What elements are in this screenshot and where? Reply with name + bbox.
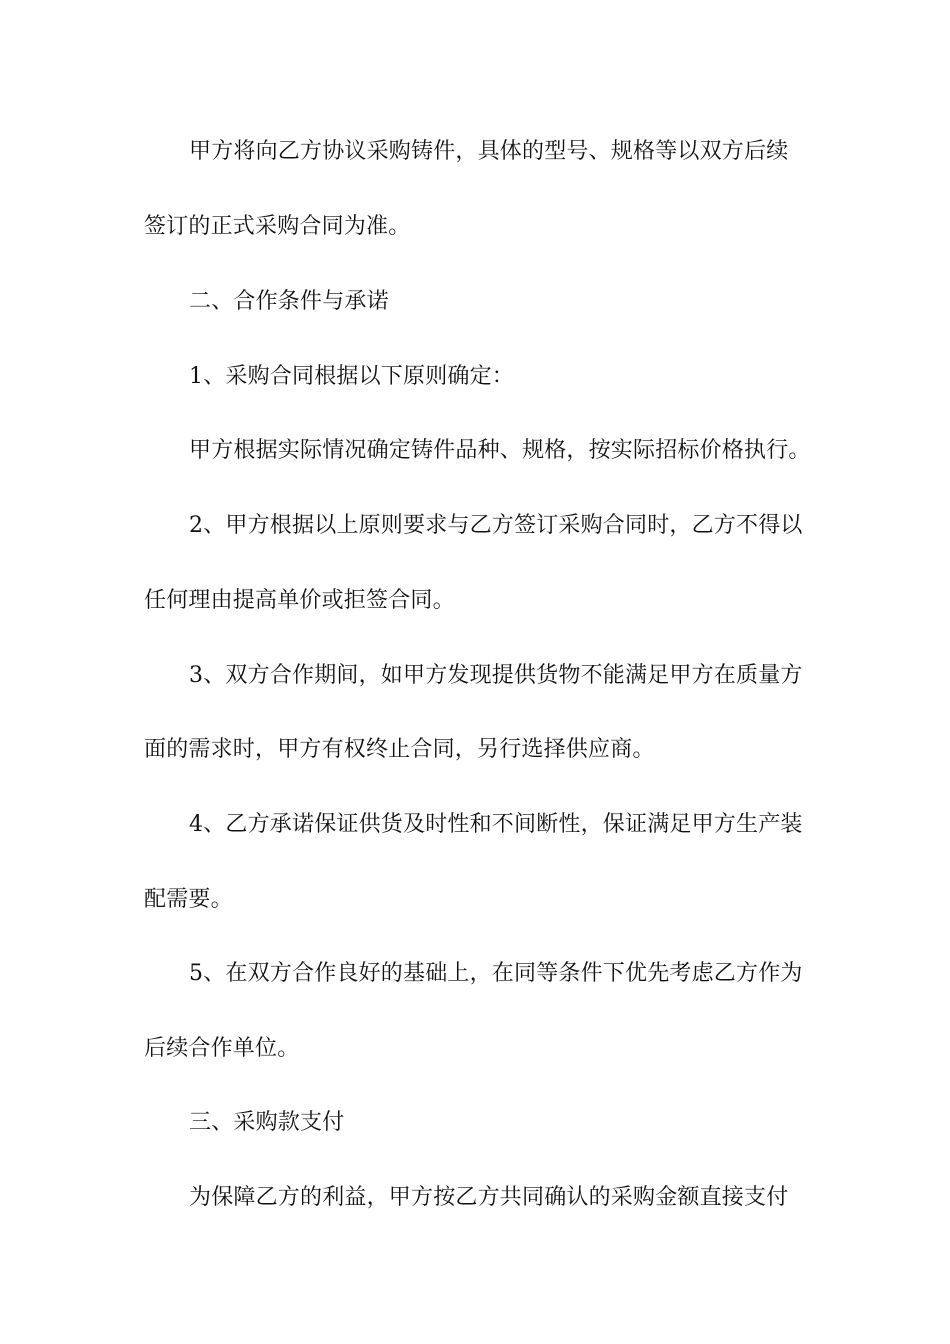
paragraph-line-2: 签订的正式采购合同为准。 (144, 214, 411, 239)
section-heading-2: 二、合作条件与承诺 (189, 289, 389, 314)
clause-4-line-2: 配需要。 (144, 887, 233, 912)
paragraph-line-1: 甲方将向乙方协议采购铸件，具体的型号、规格等以双方后续 (189, 139, 789, 164)
clause-1-heading: 1、采购合同根据以下原则确定： (189, 364, 514, 389)
clause-4-line-1: 4、乙方承诺保证供货及时性和不间断性，保证满足甲方生产装 (189, 812, 803, 837)
clause-5-line-2: 后续合作单位。 (144, 1036, 300, 1061)
clause-1-text: 甲方根据实际情况确定铸件品种、规格，按实际招标价格执行。 (189, 438, 811, 463)
clause-2-line-1: 2、甲方根据以上原则要求与乙方签订采购合同时，乙方不得以 (189, 513, 803, 538)
clause-3-line-2: 面的需求时，甲方有权终止合同，另行选择供应商。 (144, 737, 655, 762)
clause-3-line-1: 3、双方合作期间，如甲方发现提供货物不能满足甲方在质量方 (189, 663, 803, 688)
payment-line-1: 为保障乙方的利益，甲方按乙方共同确认的采购金额直接支付 (189, 1185, 789, 1210)
clause-5-line-1: 5、在双方合作良好的基础上，在同等条件下优先考虑乙方作为 (189, 961, 803, 986)
section-heading-3: 三、采购款支付 (189, 1110, 345, 1135)
clause-2-line-2: 任何理由提高单价或拒签合同。 (144, 588, 455, 613)
